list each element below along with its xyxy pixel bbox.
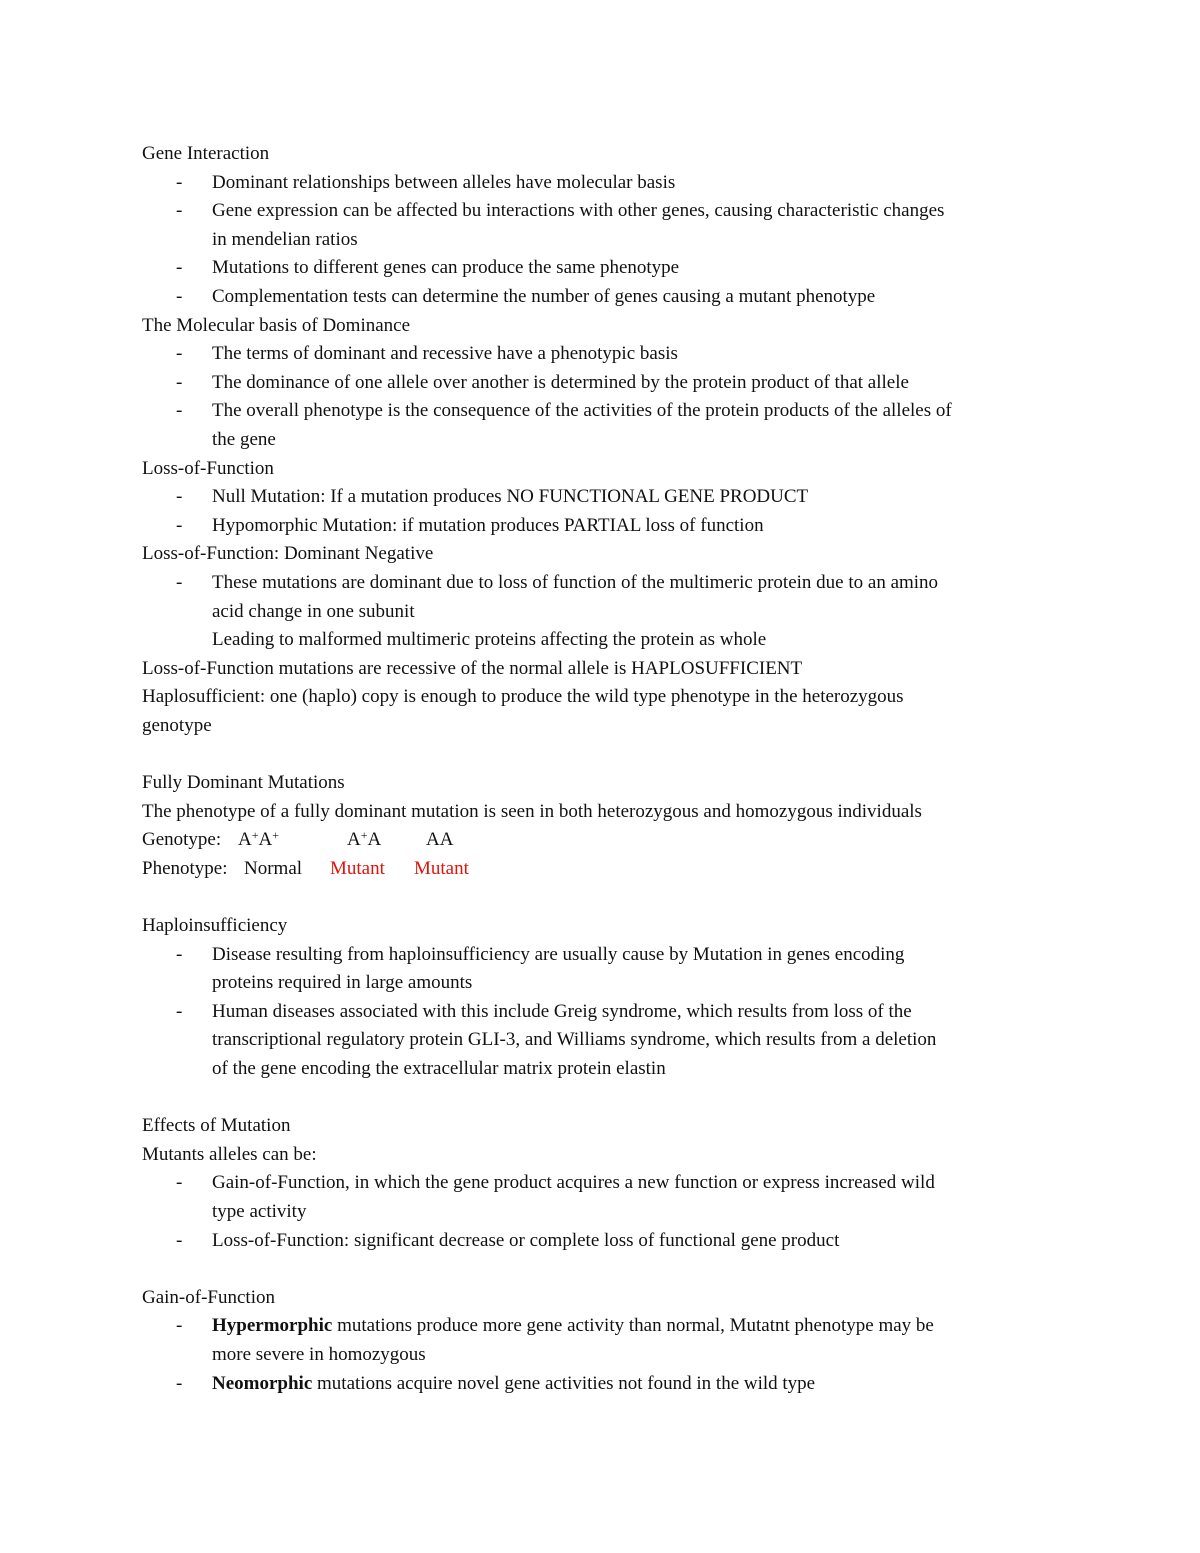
heading-gain-of-function: Gain-of-Function [142,1286,275,1308]
bullet-dash: - [176,1000,183,1022]
spacer [142,740,1072,769]
phenotype-label: Phenotype: [142,857,228,879]
bullet-text: The terms of dominant and recessive have a phenotypic basis [212,343,678,365]
heading-fully-dominant: Fully Dominant Mutations [142,772,345,794]
paragraph: Loss-of-Function mutations are recessive of the normal allele is HAPLOSUFFICIENT [142,657,803,679]
bullet-text: Null Mutation: If a mutation produces NO FUNCTIONAL GENE PRODUCT [212,486,809,508]
bullet-dash: - [176,1229,183,1251]
bullet-continuation: transcriptional regulatory protein GLI-3, and Williams syndrome, which results from a deletion [212,1029,937,1051]
bullet-continuation: type activity [212,1200,307,1222]
bullet-item [142,1227,1072,1256]
genotype-row [142,826,1072,855]
bullet-item [142,483,1072,512]
bullet-item [142,1370,1072,1399]
term-hypermorphic: Hypermorphic [212,1315,333,1337]
bullet-item [142,197,1072,226]
paragraph: The phenotype of a fully dominant mutation is seen in both heterozygous and homozygous individuals [142,800,922,822]
bullet-dash: - [176,171,183,193]
bullet-item [142,340,1072,369]
spacer [142,1084,1072,1113]
paragraph: Mutants alleles can be: [142,1143,317,1165]
term-neomorphic: Neomorphic [212,1372,313,1394]
bullet-item [142,569,1072,598]
bullet-dash: - [176,400,183,422]
document-page [142,140,1072,1398]
bullet-continuation: in mendelian ratios [212,228,358,250]
bullet-dash: - [176,343,183,365]
phenotype-row [142,855,1072,884]
bullet-item [142,1169,1072,1198]
heading-molecular-basis: The Molecular basis of Dominance [142,314,411,336]
bullet-item [142,397,1072,426]
heading-haploinsufficiency: Haploinsufficiency [142,915,288,937]
bullet-dash: - [176,486,183,508]
bullet-item [142,512,1072,541]
genotype-homozygous-mutant: AA [426,829,454,851]
bullet-continuation: the gene [212,428,276,450]
bullet-text: Hypomorphic Mutation: if mutation produces PARTIAL loss of function [212,514,764,536]
genotype-homozygous-wild: A+A+ [238,828,280,851]
genotype-heterozygous: A+A [347,828,382,851]
phenotype-mutant: Mutant [414,857,469,879]
bullet-continuation: Leading to malformed multimeric proteins affecting the protein as whole [212,629,767,651]
bullet-dash: - [176,257,183,279]
phenotype-normal: Normal [244,857,303,879]
bullet-dash: - [176,943,183,965]
bullet-continuation: of the gene encoding the extracellular matrix protein elastin [212,1058,666,1079]
heading-gene-interaction: Gene Interaction [142,143,270,164]
bullet-text: These mutations are dominant due to loss of function of the multimeric protein due to an amino [212,571,939,593]
bullet-item [142,1312,1072,1341]
bullet-dash: - [176,1315,183,1337]
bullet-text: Gain-of-Function, in which the gene product acquires a new function or express increased wild [212,1172,935,1194]
bullet-continuation: more severe in homozygous [212,1343,426,1365]
bullet-item [142,369,1072,398]
bullet-item [142,169,1072,198]
bullet-text: Gene expression can be affected bu interactions with other genes, causing characteristic changes [212,200,945,222]
bullet-continuation: proteins required in large amounts [212,972,473,994]
heading-dominant-negative: Loss-of-Function: Dominant Negative [142,543,434,565]
bullet-item [142,998,1072,1027]
bullet-text: mutations produce more gene activity than normal, Mutatnt phenotype may be [332,1315,934,1337]
bullet-text: The dominance of one allele over another is determined by the protein product of that allele [212,371,909,393]
bullet-text: The overall phenotype is the consequence of the activities of the protein products of the alleles of [212,400,952,422]
bullet-item [142,941,1072,970]
phenotype-mutant: Mutant [330,857,385,879]
paragraph-continuation: genotype [142,714,212,736]
heading-loss-of-function: Loss-of-Function [142,457,274,479]
heading-effects-of-mutation: Effects of Mutation [142,1115,291,1137]
paragraph: Haplosufficient: one (haplo) copy is enough to produce the wild type phenotype in the heterozygous [142,686,904,708]
bullet-continuation: acid change in one subunit [212,600,415,622]
bullet-dash: - [176,371,183,393]
bullet-dash: - [176,514,183,536]
bullet-text: Human diseases associated with this include Greig syndrome, which results from loss of the [212,1000,912,1022]
bullet-text: Loss-of-Function: significant decrease or complete loss of functional gene product [212,1229,840,1251]
bullet-text: Disease resulting from haploinsufficiency are usually cause by Mutation in genes encoding [212,943,905,965]
bullet-dash: - [176,1372,183,1394]
bullet-text: mutations acquire novel gene activities not found in the wild type [312,1372,816,1394]
bullet-item [142,283,1072,312]
bullet-dash: - [176,571,183,593]
spacer [142,883,1072,912]
bullet-dash: - [176,285,183,307]
bullet-text: Mutations to different genes can produce the same phenotype [212,257,680,279]
genotype-label: Genotype: [142,829,222,851]
bullet-dash: - [176,1172,183,1194]
bullet-text: Dominant relationships between alleles have molecular basis [212,171,676,193]
bullet-text: Complementation tests can determine the number of genes causing a mutant phenotype [212,285,876,307]
bullet-item [142,254,1072,283]
spacer [142,1255,1072,1284]
bullet-dash: - [176,200,183,222]
